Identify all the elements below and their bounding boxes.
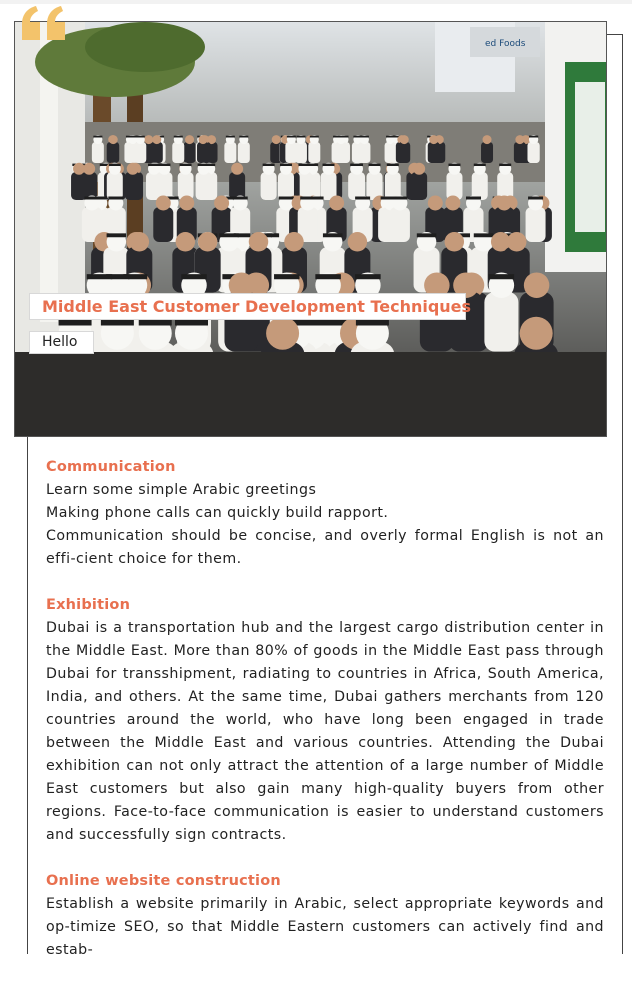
quote-mark-icon xyxy=(20,6,68,40)
section-exhibition xyxy=(46,594,604,847)
crowd-headband xyxy=(287,136,296,138)
text-line: Learn some simple Arabic greetings xyxy=(46,482,317,498)
crowd-figure xyxy=(261,172,277,200)
crowd-headband xyxy=(466,197,481,200)
crowd-headband xyxy=(323,233,343,237)
crowd-headband xyxy=(355,274,381,279)
crowd-head xyxy=(127,163,139,175)
section-heading: Exhibition xyxy=(46,597,131,613)
crowd-headband xyxy=(387,164,399,166)
crowd-head xyxy=(524,272,550,298)
crowd-headband xyxy=(417,233,437,237)
section-website xyxy=(46,870,604,962)
crowd-headband xyxy=(109,164,121,166)
crowd-figure xyxy=(92,142,104,163)
crowd-figure xyxy=(224,142,236,163)
paragraph: Establish a website primarily in Arabic, select appropriate keywords and op-timize SEO, so that Middle Eastern customers can actively find and estab- xyxy=(46,896,604,958)
crowd-figure xyxy=(527,142,539,163)
crowd-figure xyxy=(197,142,209,163)
crowd-headband xyxy=(528,197,543,200)
crowd-headband xyxy=(315,274,341,279)
crowd-headband xyxy=(296,136,305,138)
crowd-headband xyxy=(239,136,248,138)
crowd-headband xyxy=(180,164,192,166)
crowd-head xyxy=(144,135,153,144)
crowd-head xyxy=(272,135,281,144)
crowd-figure xyxy=(125,172,141,200)
crowd-figure xyxy=(428,142,440,163)
crowd-head xyxy=(520,317,553,350)
crowd-headband xyxy=(84,197,99,200)
top-strip xyxy=(0,0,632,4)
crowd-head xyxy=(130,232,150,252)
article-body xyxy=(46,456,604,985)
crowd-head xyxy=(266,317,299,350)
crowd-head xyxy=(156,196,171,211)
crowd-headband xyxy=(499,164,511,166)
crowd-figure xyxy=(484,292,518,352)
crowd-headband xyxy=(337,136,346,138)
crowd-head xyxy=(179,196,194,211)
crowd-head xyxy=(515,135,524,144)
crowd-headband xyxy=(300,197,315,200)
crowd-figure xyxy=(238,142,250,163)
crowd-figure xyxy=(134,142,146,163)
crowd-head xyxy=(445,232,465,252)
hero-photo xyxy=(14,21,607,437)
crowd-headband xyxy=(474,233,494,237)
crowd-headband xyxy=(233,197,248,200)
text-line: Making phone calls can quickly build rapport. xyxy=(46,505,389,521)
crowd-figure xyxy=(153,207,173,242)
crowd-figure xyxy=(398,142,410,163)
crowd-headband xyxy=(174,136,183,138)
crowd-headband xyxy=(392,197,407,200)
crowd-figure xyxy=(481,142,493,163)
paragraph: Dubai is a transportation hub and the largest cargo distribution center in the Middle East. More than 80% of goods in the Middle East pass through Dubai for transshipment, radiating to countries in Africa, South America, India, and others. At the same time, Dubai gathers merchants from 120 countries around the world, who have long been engaged in trade between the Middle East and various countries. Attending the Dubai exhibition can not only attract the attention of a large number of Middle East customers but also gain many high-quality buyers from other regions. Face-to-face communication is easier to understand customers and successfully sign contracts. xyxy=(46,620,604,843)
crowd-head xyxy=(109,135,118,144)
crowd-head xyxy=(428,196,443,211)
crowd-figure xyxy=(107,142,119,163)
crowd-head xyxy=(429,135,438,144)
crowd-headband xyxy=(219,233,239,237)
crowd-headband xyxy=(310,136,319,138)
crowd-figure xyxy=(335,142,347,163)
crowd-headband xyxy=(108,197,123,200)
crowd-figure xyxy=(285,142,297,163)
crowd-head xyxy=(507,232,527,252)
crowd-headband xyxy=(181,274,207,279)
crowd-headband xyxy=(263,164,275,166)
crowd-head xyxy=(152,135,161,144)
crowd-figure xyxy=(526,207,546,242)
crowd-head xyxy=(348,232,368,252)
crowd-figure xyxy=(390,207,410,242)
crowd-headband xyxy=(87,274,113,279)
crowd-figure xyxy=(81,172,97,200)
crowd-figure xyxy=(172,142,184,163)
crowd-head xyxy=(400,135,409,144)
crowd-headband xyxy=(274,274,300,279)
crowd-headband xyxy=(107,233,127,237)
crowd-headband xyxy=(474,164,486,166)
crowd-figure xyxy=(184,142,196,163)
crowd-headband xyxy=(369,164,381,166)
section-communication xyxy=(46,456,604,571)
crowd-head xyxy=(284,232,304,252)
crowd-headband xyxy=(351,164,363,166)
crowd-headband xyxy=(136,136,145,138)
crowd-figure xyxy=(308,142,320,163)
crowd-headband xyxy=(280,164,292,166)
text-line: Communication should be concise, and overly formal English is not an effi-cient choice for them. xyxy=(46,528,604,567)
crowd-headband xyxy=(148,164,160,166)
crowd-head xyxy=(83,163,95,175)
crowd-figure xyxy=(514,142,526,163)
crowd-headband xyxy=(158,164,170,166)
crowd-head xyxy=(214,196,229,211)
crowd-head xyxy=(329,196,344,211)
crowd-figure xyxy=(411,172,427,200)
crowd-headband xyxy=(355,197,370,200)
crowd-head xyxy=(231,163,243,175)
crowd-figure xyxy=(358,142,370,163)
crowd-headband xyxy=(448,164,460,166)
crowd-head xyxy=(199,135,208,144)
crowd-figure xyxy=(229,172,245,200)
crowd-headband xyxy=(529,136,538,138)
crowd-headband xyxy=(279,197,294,200)
crowd-headband xyxy=(298,164,310,166)
crowd-head xyxy=(185,135,194,144)
hero-subtitle: Hello xyxy=(29,331,94,354)
crowd-headband xyxy=(360,136,369,138)
crowd-headband xyxy=(93,136,102,138)
crowd-headband xyxy=(323,164,335,166)
crowd-headband xyxy=(198,164,210,166)
crowd-head xyxy=(198,232,218,252)
crowd-head xyxy=(413,163,425,175)
crowd-head xyxy=(249,232,269,252)
section-heading: Communication xyxy=(46,459,176,475)
booth-sign: ed Foods xyxy=(485,39,526,49)
crowd-head xyxy=(176,232,196,252)
section-heading: Online website construction xyxy=(46,873,281,889)
crowd-headband xyxy=(489,274,515,279)
crowd-head xyxy=(445,196,460,211)
crowd-headband xyxy=(226,136,235,138)
crowd-head xyxy=(497,196,512,211)
hero-title: Middle East Customer Development Techniques xyxy=(29,293,466,320)
crowd-head xyxy=(483,135,492,144)
crowd-figure xyxy=(321,172,337,200)
crowd-figure xyxy=(196,172,212,200)
